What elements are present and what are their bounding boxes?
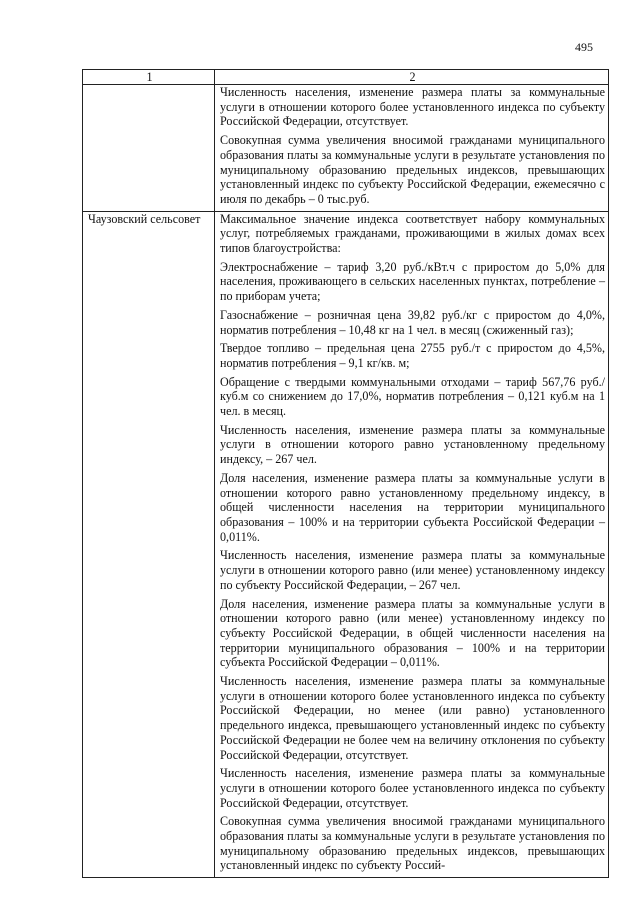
column-header-2: 2 xyxy=(215,70,609,85)
municipality-name-cell: Чаузовский сельсовет xyxy=(83,211,215,878)
paragraph: Численность населения, изменение размера платы за коммунальные услуги в отношении которого равно установленному предельному индексу, – 267 чел. xyxy=(220,422,605,467)
description-cell xyxy=(215,85,609,212)
table-row xyxy=(83,85,609,212)
data-table xyxy=(82,69,609,878)
paragraph: Численность населения, изменение размера платы за коммунальные услуги в отношении которого более установленного индекса по субъекту Российской Федерации, отсутствует. xyxy=(220,85,605,129)
paragraph: Газоснабжение – розничная цена 39,82 руб./кг с приростом до 4,0%, норматив потребления – 10,48 кг на 1 чел. в месяц (сжиженный газ); xyxy=(220,307,605,337)
paragraph: Численность населения, изменение размера платы за коммунальные услуги в отношении которого равно (или менее) установленному индексу по субъекту Российской Федерации, – 267 чел. xyxy=(220,548,605,592)
paragraph: Электроснабжение – тариф 3,20 руб./кВт.ч с приростом до 5,0% для населения, проживающего в сельских населенных пунктах, потребление – по приборам учета; xyxy=(220,259,605,304)
table-header-row xyxy=(83,70,609,85)
table-row xyxy=(83,211,609,878)
page-number: 495 xyxy=(575,40,593,54)
paragraph: Твердое топливо – предельная цена 2755 руб./т с приростом до 4,5%, норматив потребления – 9,1 кг/кв. м; xyxy=(220,341,605,370)
paragraph: Совокупная сумма увеличения вносимой гражданами муниципального образования платы за коммунальные услуги в результате установления по муниципальному образованию предельных индексов, превышающих установленный индекс по субъекту Российской Федерации, ежемесячно с июля по декабрь – 0 тыс.руб. xyxy=(220,133,605,206)
description-cell xyxy=(215,211,609,878)
paragraph: Доля населения, изменение размера платы за коммунальные услуги в отношении которого равно (или менее) установленному индексу по субъекту Российской Федерации, в общей численности населения на территории муниципального образования – 100% и на территории субъекта Российской Федерации – 0,011%. xyxy=(220,596,605,670)
municipality-name-cell xyxy=(83,85,215,212)
paragraph: Максимальное значение индекса соответствует набору коммунальных услуг, потребляемых гражданами, проживающими в жилых домах всех типов благоустройства: xyxy=(220,211,605,256)
column-header-1: 1 xyxy=(83,70,215,85)
paragraph: Обращение с твердыми коммунальными отходами – тариф 567,76 руб./куб.м со снижением до 17,0%, норматив потребления – 0,121 куб.м на 1 чел. в месяц. xyxy=(220,374,605,419)
paragraph: Совокупная сумма увеличения вносимой гражданами муниципального образования платы за коммунальные услуги в результате установления по муниципальному образованию предельных индексов, превышающих установленный индекс по субъекту Россий- xyxy=(220,814,605,873)
paragraph: Численность населения, изменение размера платы за коммунальные услуги в отношении которого более установленного индекса по субъекту Российской Федерации, но менее (или равно) установленного предельного индекса, превышающего установленный индекс по субъекту Российской Федерации не более чем на величину отклонения по субъекту Российской Федерации, отсутствует. xyxy=(220,674,605,762)
paragraph: Доля населения, изменение размера платы за коммунальные услуги в отношении которого равно установленному предельному индексу, в общей численности населения на территории муниципального образования – 100% и на территории субъекта Российской Федерации – 0,011%. xyxy=(220,470,605,544)
paragraph: Численность населения, изменение размера платы за коммунальные услуги в отношении которого более установленного индекса по субъекту Российской Федерации, отсутствует. xyxy=(220,766,605,810)
